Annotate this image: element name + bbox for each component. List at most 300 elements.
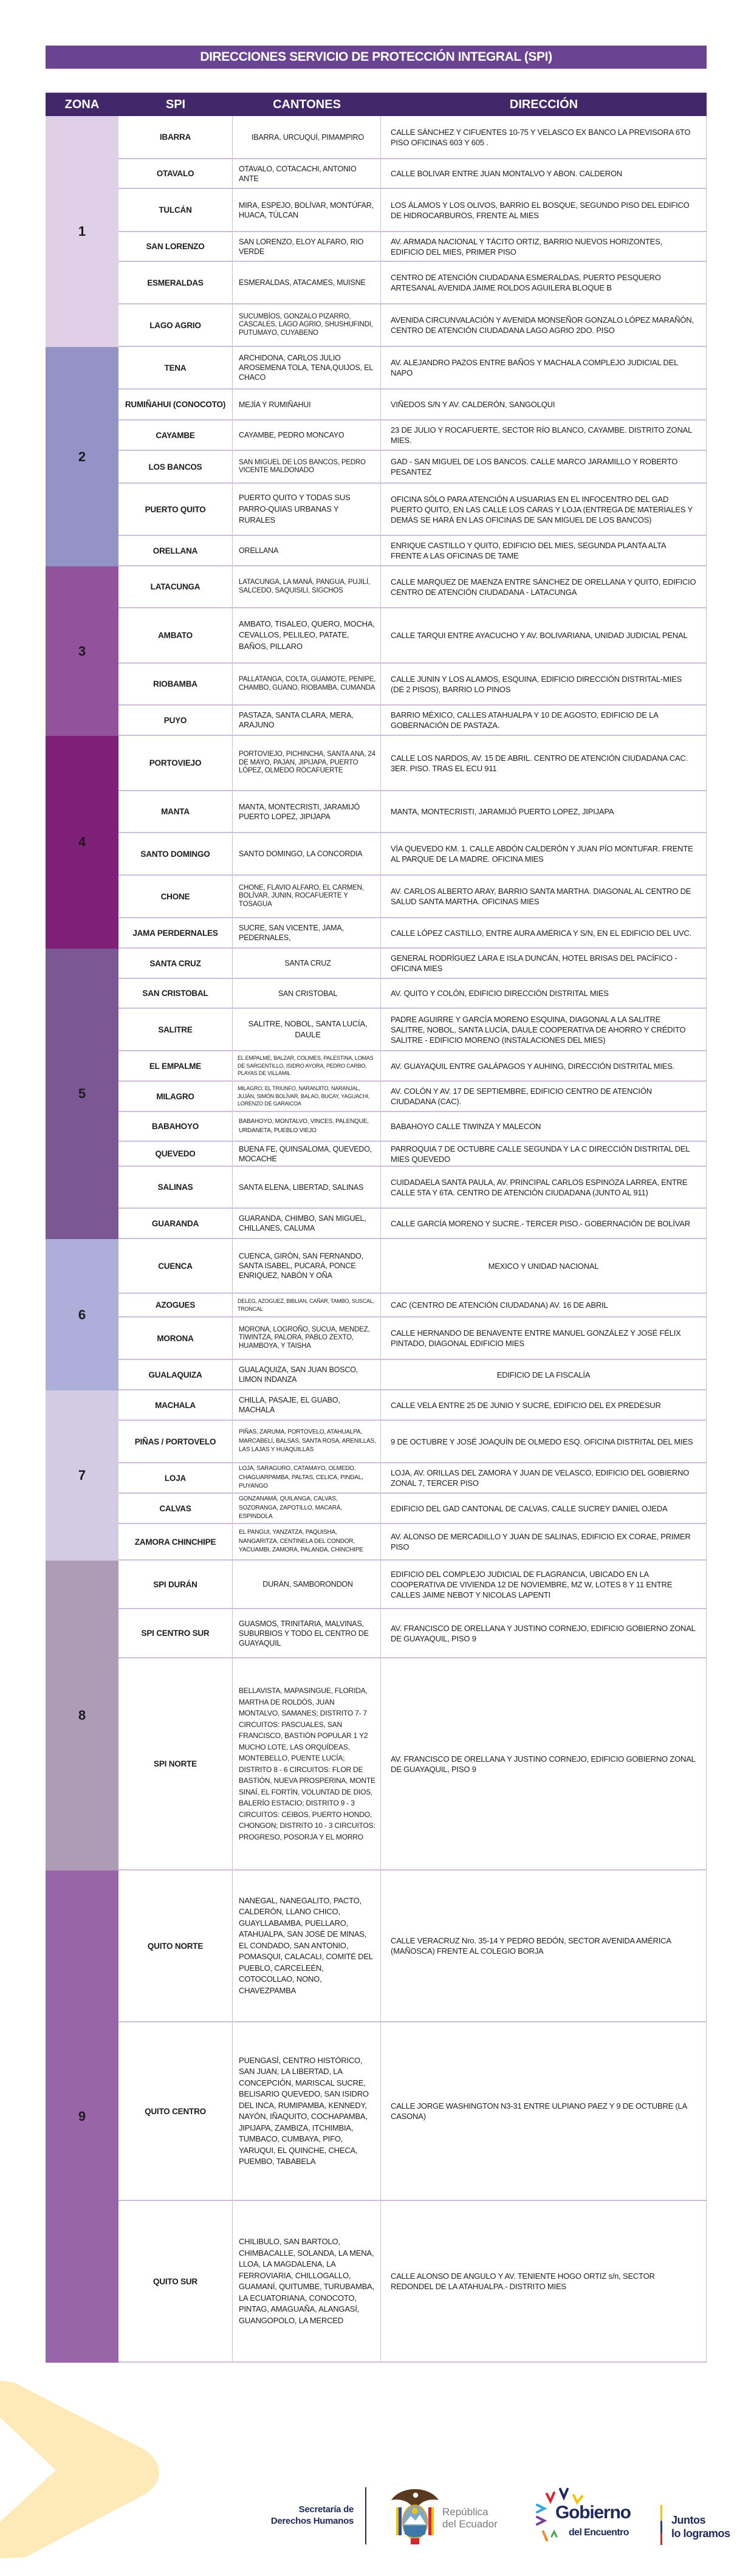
republica-line-1: República <box>442 2506 488 2518</box>
direccion-text: EDIFICIO DEL COMPLEJO JUDICIAL DE FLAGRANCIA, UBICADO EN LA COOPERATIVA DE VIVIENDA 12 DE NOVIEMBRE, MZ W, LOTES 8 Y 11 ENTRE CALLES JAIME NEBOT Y NICOLAS LAPENTI <box>391 1569 673 1599</box>
direccion-text: CALLE HERNANDO DE BENAVENTE ENTRE MANUEL GONZÁLEZ Y JOSÉ FÉLIX PINTADO, DIAGONAL EDIFICIO MIES <box>391 1328 681 1348</box>
direccion-text: GAD - SAN MIGUEL DE LOS BANCOS. CALLE MARCO JARAMILLO Y ROBERTO PESANTEZ <box>391 457 678 476</box>
zone-rows <box>118 949 707 1239</box>
cantones-text: MEJÍA Y RUMIÑAHUI <box>239 400 311 409</box>
cantones-text: GUASMOS, TRINITARIA, MALVINAS, SUBURBIOS Y TODO EL CENTRO DE GUAYAQUIL <box>239 1619 369 1647</box>
cantones-text: SANTA ELENA, LIBERTAD, SALINAS <box>239 1183 364 1192</box>
table-row-zamora-chinchipe <box>118 1524 706 1561</box>
cantones-cell <box>233 1209 381 1238</box>
direccion-cell <box>381 484 706 535</box>
cantones-text: SUCRE, SAN VICENTE, JAMA, PEDERNALES, <box>239 924 344 942</box>
direccion-text: AV. QUITO Y COLÓN, EDIFICIO DIRECCIÓN DISTRITAL MIES <box>391 989 609 998</box>
header-direccion: DIRECCIÓN <box>509 97 578 111</box>
direccion-cell <box>381 1870 706 2021</box>
spi-name: SPI NORTE <box>118 1658 233 1869</box>
direccion-text: CALLE GARCÍA MORENO Y SUCRE.- TERCER PISO.- GOBERNACIÓN DE BOLÍVAR <box>391 1218 690 1228</box>
direccion-cell <box>381 664 706 704</box>
cantones-text: DURÁN, SAMBORONDON <box>262 1580 353 1589</box>
slogan-divider <box>660 2505 662 2545</box>
spi-name: OTAVALO <box>118 159 233 188</box>
table-row-quevedo <box>118 1142 706 1167</box>
zone-rows <box>118 1239 707 1390</box>
direccion-cell <box>381 536 706 565</box>
direccion-text: BARRIO MÉXICO, CALLES ATAHUALPA Y 10 DE AGOSTO, EDIFICIO DE LA GOBERNACIÓN DE PASTAZA. <box>391 710 658 730</box>
cantones-cell <box>233 1112 381 1141</box>
spi-name: IBARRA <box>118 116 233 158</box>
direccion-cell <box>381 116 706 158</box>
direccion-cell <box>381 1239 706 1293</box>
zone-group-5 <box>46 949 707 1239</box>
table-row-san-lorenzo <box>118 232 706 262</box>
table-row-babahoyo <box>118 1112 706 1142</box>
spi-name: SALITRE <box>118 1009 233 1050</box>
cantones-cell <box>233 1421 381 1462</box>
zone-cell: 7 <box>46 1390 118 1561</box>
table-row-otavalo <box>118 159 706 189</box>
direccion-cell <box>381 608 706 662</box>
cantones-cell <box>233 451 381 483</box>
direccion-cell <box>381 706 706 735</box>
cantones-text: AMBATO, TISALEO, QUERO, MOCHA, CEVALLOS, PELILEO, PATATE, BAÑOS, PILLARO <box>239 619 375 651</box>
zone-group-6 <box>46 1239 707 1390</box>
direccion-text: PARROQUIA 7 DE OCTUBRE CALLE SEGUNDA Y LA C DIRECCIÓN DISTRITAL DEL MIES QUEVEDO <box>391 1144 690 1164</box>
spi-name: PORTOVIEJO <box>118 736 233 790</box>
direccion-text: AV. GUAYAQUIL ENTRE GALÁPAGOS Y AUHING, DIRECCIÓN DISTRITAL MIES. <box>391 1061 675 1071</box>
cantones-text: SALITRE, NOBOL, SANTA LUCÍA, DAULE <box>248 1018 368 1039</box>
spi-name: EL EMPALME <box>118 1051 233 1080</box>
zone-rows <box>118 736 707 949</box>
spi-name: MILAGRO <box>118 1082 233 1111</box>
spi-name: BABAHOYO <box>118 1112 233 1141</box>
cantones-text: SANTO DOMINGO, LA CONCORDIA <box>239 850 363 858</box>
table-body <box>46 116 707 2363</box>
zone-group-7 <box>46 1390 707 1561</box>
cantones-text: PUERTO QUITO Y TODAS SUS PARRO-QUIAS URBANAS Y RURALES <box>239 493 351 525</box>
cantones-text: SANTA CRUZ <box>284 959 331 967</box>
cantones-text: NANEGAL, NANEGALITO, PACTO, CALDERÓN, LLANO CHICO, GUAYLLABAMBA, PUELLARO, ATAHUALPA, SAN JOSÉ DE MINAS, EL CONDADO, SAN ANTONIO, POMASQUI, CALACALI, COMITÉ DEL PUEBLO, CARCELEÉN, COTOCOLLAO, NONO, CHAVEZPAMBA <box>239 1895 373 1995</box>
zone-rows <box>118 1390 707 1561</box>
table-row-orellana <box>118 536 706 566</box>
cantones-cell <box>233 1463 381 1492</box>
cantones-cell <box>233 566 381 607</box>
cantones-cell <box>233 421 381 450</box>
cantones-text: PASTAZA, SANTA CLARA, MERA, ARAJUNO <box>239 711 354 729</box>
direccion-text: CALLE JUNIN Y LOS ALAMOS, ESQUINA, EDIFICIO DIRECCIÓN DISTRITAL-MIES (DE 2 PISOS), BARRIO LO PINOS <box>391 674 682 694</box>
spi-name: MANTA <box>118 791 233 832</box>
direccion-text: 23 DE JULIO Y ROCAFUERTE, SECTOR RÍO BLANCO, CAYAMBE. DISTRITO ZONAL MIES. <box>391 425 692 445</box>
direccion-text: ENRIQUE CASTILLO Y QUITO, EDIFICIO DEL MIES, SEGUNDA PLANTA ALTA FRENTE A LAS OFICINAS DE TAME <box>391 541 666 560</box>
direccion-text: AV. CARLOS ALBERTO ARAY, BARRIO SANTA MARTHA. DIAGONAL AL CENTRO DE SALUD SANTA MARTHA. OFICINAS MIES <box>391 887 691 906</box>
direccion-cell <box>381 1609 706 1657</box>
direccion-cell <box>381 833 706 874</box>
zone-cell: 5 <box>46 949 118 1239</box>
direccion-text: MANTA, MONTECRISTI, JARAMIJÓ PUERTO LOPEZ, JIPIJAPA <box>391 807 614 816</box>
spi-name: CHONE <box>118 876 233 917</box>
table-header <box>46 92 707 116</box>
cantones-cell <box>233 1294 381 1316</box>
cantones-text: SAN LORENZO, ELOY ALFARO, RIO VERDE <box>239 237 364 256</box>
cantones-cell <box>233 1609 381 1657</box>
cantones-cell <box>233 304 381 346</box>
direccion-cell <box>381 1390 706 1420</box>
zone-group-3 <box>46 566 707 736</box>
direccion-cell <box>381 421 706 450</box>
cantones-text: CHILLA, PASAJE, EL GUABO, MACHALA <box>239 1396 340 1414</box>
cantones-text: PIÑAS, ZARUMA, PORTOVELO, ATAHUALPA, MARCABELÍ, BALSAS, SANTA ROSA, ARENILLAS, LAS LAJAS Y HUAQUILLAS <box>239 1429 376 1454</box>
spi-name: CAYAMBE <box>118 421 233 450</box>
direccion-cell <box>381 2201 706 2361</box>
direccion-text: AV. ALONSO DE MERCADILLO Y JUAN DE SALINAS, EDIFICIO EX CORAE, PRIMER PISO <box>391 1532 691 1551</box>
cantones-cell <box>233 1561 381 1608</box>
direccion-cell <box>381 1421 706 1462</box>
spi-name: LOJA <box>118 1463 233 1492</box>
direccion-text: PADRE AGUIRRE Y GARCÍA MORENO ESQUINA, DIAGONAL A LA SALITRE SALITRE, NOBOL, SANTA LUCÍA, DAULE COOPERATIVA DE AHORRO Y CRÉDITO SALITRE - EDIFICIO MORENO (INSTALACIONES DEL MIES) <box>391 1014 686 1045</box>
zone-group-1 <box>46 116 707 347</box>
table-row-spi-centro-sur <box>118 1609 706 1658</box>
direccion-text: AV. ARMADA NACIONAL Y TÁCITO ORTIZ, BARRIO NUEVOS HORIZONTES, EDIFICIO DEL MIES, PRIMER PISO <box>391 236 662 256</box>
spi-name: QUITO CENTRO <box>118 2022 233 2200</box>
cantones-text: CAYAMBE, PEDRO MONCAYO <box>239 431 344 439</box>
cantones-cell <box>233 1360 381 1389</box>
direccion-text: CALLE LÓPEZ CASTILLO, ENTRE AURA AMÉRICA Y S/N, EN EL EDIFICIO DEL UVC. <box>391 928 692 938</box>
table-row-machala <box>118 1390 706 1421</box>
header-cantones: CANTONES <box>273 97 341 111</box>
table-row-loja <box>118 1463 706 1494</box>
chevron-decoration-icon <box>0 2370 164 2564</box>
cantones-text: DELEG, AZOGUEZ, BIBLIAN, CAÑAR, TAMBO, SUSCAL, TRONCAL <box>238 1298 375 1312</box>
direccion-text: CUIDADAELA SANTA PAULA, AV. PRINCIPAL CARLOS ESPINOZA LARREA, ENTRE CALLE 5TA Y 6TA. CENTRO DE ATENCIÒN CIUDADANA (JUNTO AL 911) <box>391 1177 688 1197</box>
table-row-latacunga <box>118 566 706 608</box>
direccion-text: CALLE LOS NARDOS, AV. 15 DE ABRIL. CENTRO DE ATENCIÓN CIUDADANA CAC. 3ER. PISO. TRAS EL ECU 911 <box>391 753 688 773</box>
cantones-cell <box>233 1524 381 1559</box>
direccion-text: AV. COLÓN Y AV. 17 DE SEPTIEMBRE, EDIFICIO CENTRO DE ATENCIÓN CIUDADANA (CAC). <box>391 1087 652 1106</box>
secretaria-line-1: Secretaría de <box>298 2504 354 2515</box>
direccion-cell <box>381 1167 706 1207</box>
direccion-text: EDIFICIO DEL GAD CANTONAL DE CALVAS, CALLE SUCREY DANIEL OJEDA <box>391 1503 668 1513</box>
direccion-text: CALLE JORGE WASHINGTON N3-31 ENTRE ULPIANO PAEZ Y 9 DE OCTUBRE (LA CASONA) <box>391 2101 687 2121</box>
direccion-cell <box>381 390 706 419</box>
direccion-cell <box>381 304 706 346</box>
direccion-text: AV. ALEJANDRO PAZOS ENTRE BAÑOS Y MACHALA COMPLEJO JUDICIAL DEL NAPO <box>391 358 678 377</box>
spi-name: ZAMORA CHINCHIPE <box>118 1524 233 1559</box>
cantones-text: MIRA, ESPEJO, BOLÍVAR, MONTÚFAR, HUACA, TÚLCAN <box>239 201 374 219</box>
cantones-cell <box>233 189 381 231</box>
cantones-cell <box>233 232 381 261</box>
cantones-text: LOJA, SARAGURO, CATAMAYO, OLMEDO, CHAGUARPAMBA, PALTAS, CELICA, PINDAL, PUYANGO <box>239 1465 363 1490</box>
direccion-cell <box>381 949 706 978</box>
table-row-guaranda <box>118 1209 706 1239</box>
table-row-puerto-quito <box>118 484 706 536</box>
ecuador-coat-of-arms-icon <box>388 2487 442 2546</box>
cantones-cell <box>233 706 381 735</box>
spi-name: TULCÁN <box>118 189 233 231</box>
spi-name: QUEVEDO <box>118 1142 233 1166</box>
cantones-cell <box>233 791 381 832</box>
direccion-cell <box>381 2022 706 2200</box>
direccion-text: CALLE VELA ENTRE 25 DE JUNIO Y SUCRE, EDIFICIO DEL EX PREDESUR <box>391 1400 661 1410</box>
table-row-manta <box>118 791 706 833</box>
cantones-cell <box>233 736 381 790</box>
table-row-los-bancos <box>118 451 706 484</box>
direccion-cell <box>381 1082 706 1111</box>
direccion-text: CALLE MARQUEZ DE MAENZA ENTRE SÁNCHEZ DE ORELLANA Y QUITO, EDIFICIO CENTRO DE ATENCIÓN CIUDADANA - LATACUNGA <box>391 577 696 597</box>
direccion-cell <box>381 876 706 917</box>
direccion-cell <box>381 1561 706 1608</box>
cantones-text: CUENCA, GIRÓN, SAN FERNANDO, SANTA ISABEL, PUCARÁ, PONCE ENRIQUEZ, NABÓN Y OÑA <box>239 1252 363 1280</box>
cantones-cell <box>233 1317 381 1359</box>
direccion-cell <box>381 159 706 188</box>
spi-name: CALVAS <box>118 1494 233 1523</box>
table-row-gualaquiza <box>118 1360 706 1390</box>
direccion-text: EDIFICIO DE LA FISCALÍA <box>496 1370 591 1379</box>
table-row-quito-sur <box>118 2201 706 2363</box>
cantones-cell <box>233 484 381 535</box>
zone-rows <box>118 1561 707 1870</box>
cantones-cell <box>233 1142 381 1166</box>
spi-name: LOS BANCOS <box>118 451 233 483</box>
spi-name: SPI DURÁN <box>118 1561 233 1608</box>
direccion-text: VIÑEDOS S/N Y AV. CALDERÓN, SANGOLQUI <box>391 400 555 409</box>
direccion-cell <box>381 262 706 303</box>
table-row-azogues <box>118 1294 706 1317</box>
table-row-cayambe <box>118 421 706 451</box>
table-row-ibarra <box>118 116 706 159</box>
cantones-cell <box>233 159 381 188</box>
spi-name: ORELLANA <box>118 536 233 565</box>
direccion-cell <box>381 1658 706 1869</box>
cantones-text: GONZANAMÁ, QUILANGA, CALVAS, SOZORANGA, ZAPOTILLO, MACARÁ, ESPINDOLA <box>239 1496 342 1520</box>
cantones-cell <box>233 1082 381 1111</box>
direccion-text: CALLE ALONSO DE ANGULO Y AV. TENIENTE HOGO ORTIZ s/n, SECTOR REDONDEL DE LA ATAHUALPA.- DISTRITO MIES <box>391 2272 655 2291</box>
cantones-cell <box>233 1051 381 1080</box>
spi-name: SANTA CRUZ <box>118 949 233 978</box>
spi-name: SAN LORENZO <box>118 232 233 261</box>
table-row-tulcan <box>118 189 706 232</box>
table-row-el-empalme <box>118 1051 706 1082</box>
spi-name: ESMERALDAS <box>118 262 233 303</box>
direccion-cell <box>381 1494 706 1523</box>
direccion-text: CALLE SÁNCHEZ Y CIFUENTES 10-75 Y VELASCO EX BANCO LA PREVISORA 6TO PISO OFICINAS 603 Y 605 . <box>391 127 691 147</box>
secretaria-derechos-humanos-logo <box>231 2504 354 2527</box>
cantones-text: IBARRA, URCUQUÍ, PIMAMPIRO <box>251 132 365 142</box>
spi-name: MORONA <box>118 1317 233 1359</box>
cantones-text: OTAVALO, COTACACHI, ANTONIO ANTE <box>239 164 357 183</box>
cantones-cell <box>233 1390 381 1420</box>
cantones-cell <box>233 536 381 565</box>
cantones-text: BUENA FE, QUINSALOMA, QUEVEDO, MOCACHE <box>239 1144 372 1163</box>
table-row-pinas-portovelo <box>118 1421 706 1463</box>
republica-ecuador-logo-text <box>442 2506 498 2530</box>
cantones-cell <box>233 918 381 947</box>
cantones-text: EL EMPALME, BALZAR, COLIMES, PALESTINA, LOMAS DE SARGENTILLO, ISIDRO AYORA, PEDRO CARBO, PLAYAS DE VILLAMIL <box>238 1055 374 1077</box>
table-row-calvas <box>118 1494 706 1524</box>
direccion-text: VÍA QUEVEDO KM. 1. CALLE ABDÓN CALDERÓN Y JUAN PÍO MONTUFAR. FRENTE AL PARQUE DE LA MADRE. OFICINA MIES <box>391 844 693 864</box>
slogan-text <box>671 2513 730 2540</box>
zone-cell: 6 <box>46 1239 118 1390</box>
cantones-cell <box>233 1870 381 2021</box>
direccion-text: LOS ÁLAMOS Y LOS OLIVOS, BARRIO EL BOSQUE, SEGUNDO PISO DEL EDIFICO DE HIDROCARBUROS, FRENTE AL MIES <box>391 200 690 220</box>
cantones-text: PORTOVIEJO, PICHINCHA, SANTA ANA, 24 DE MAYO, PAJAN, JIPIJAPA, PUERTO LÓPEZ, OLMEDO ROCAFUERTE <box>239 750 375 775</box>
spi-name: LATACUNGA <box>118 566 233 607</box>
spi-name: QUITO SUR <box>118 2201 233 2361</box>
zone-rows <box>118 347 707 566</box>
page-title: DIRECCIONES SERVICIO DE PROTECCIÓN INTEGRAL (SPI) <box>46 46 707 69</box>
table-row-spi-norte <box>118 1658 706 1870</box>
cantones-text: EL PANGUI, YANZATZA, PAQUISHA, NANGARITZA, CENTINELA DEL CONDOR, YACUAMBI, ZAMORA, PALANDA, CHINCHIPE <box>239 1529 363 1554</box>
zone-cell: 8 <box>46 1561 118 1870</box>
table-row-chone <box>118 876 706 918</box>
table-row-riobamba <box>118 664 706 706</box>
table-row-san-cristobal <box>118 979 706 1009</box>
direccion-text: CENTRO DE ATENCIÓN CIUDADANA ESMERALDAS, PUERTO PESQUERO ARTESANAL AVENIDA JAIME ROLDOS AGUILERA BLOQUE B <box>391 273 661 292</box>
spi-name: SALINAS <box>118 1167 233 1207</box>
direccion-cell <box>381 1524 706 1559</box>
table-row-spi-duran <box>118 1561 706 1609</box>
cantones-cell <box>233 608 381 662</box>
cantones-cell <box>233 2022 381 2200</box>
spi-name: PUYO <box>118 706 233 735</box>
table-row-ambato <box>118 608 706 664</box>
direccion-cell <box>381 189 706 231</box>
table-row-salinas <box>118 1167 706 1209</box>
direccion-cell <box>381 451 706 483</box>
table-row-tena <box>118 347 706 390</box>
slogan-line-2: lo logramos <box>671 2527 730 2540</box>
direccion-text: LOJA, AV. ORILLAS DEL ZAMORA Y JUAN DE VELASCO, EDIFICIO DEL GOBIERNO ZONAL 7, TERCER PISO <box>391 1468 690 1488</box>
spi-name: RIOBAMBA <box>118 664 233 704</box>
table-row-jama-perdernales <box>118 918 706 949</box>
table-row-portoviejo <box>118 736 706 791</box>
zone-group-2 <box>46 347 707 566</box>
cantones-text: MILAGRO, EL TRIUNFO, NARANJITO, NARANJAL, JUJÁN, SIMÓN BOLÍVAR, BALAO, BUCAY, YAGUACHI, LORENZO DE GARAICOA <box>238 1085 370 1107</box>
table-row-quito-centro <box>118 2022 706 2201</box>
zone-cell: 1 <box>46 116 118 347</box>
cantones-text: LATACUNGA, LA MANÁ, PANGUA, PUJILÍ, SALCEDO, SAQUISILI, SIGCHOS <box>239 579 371 594</box>
logo-divider <box>365 2487 366 2544</box>
direccion-text: CALLE VERACRUZ Nro. 35-14 Y PEDRO BEDÓN, SECTOR AVENIDA AMÉRICA (MAÑOSCA) FRENTE AL COLEGIO BORJA <box>391 1936 671 1956</box>
zone-cell: 2 <box>46 347 118 566</box>
cantones-text: SAN MIGUEL DE LOS BANCOS, PEDRO VICENTE MALDONADO <box>239 458 366 474</box>
spi-name: QUITO NORTE <box>118 1870 233 2021</box>
spi-name: SANTO DOMINGO <box>118 833 233 874</box>
direccion-text: CALLE BOLIVAR ENTRE JUAN MONTALVO Y ABON. CALDERON <box>391 169 623 178</box>
spi-name: RUMIÑAHUI (CONOCOTO) <box>118 390 233 419</box>
cantones-cell <box>233 979 381 1008</box>
direccion-text: GENERAL RODRÍGUEZ LARA E ISLA DUNCÁN, HOTEL BRISAS DEL PACÍFICO - OFICINA MIES <box>391 953 677 973</box>
direccion-cell <box>381 566 706 607</box>
direccion-cell <box>381 791 706 832</box>
table-row-quito-norte <box>118 1870 706 2022</box>
direccion-cell <box>381 1112 706 1141</box>
zone-cell: 3 <box>46 566 118 736</box>
cantones-cell <box>233 1167 381 1207</box>
spi-name: TENA <box>118 347 233 388</box>
spi-name: LAGO AGRIO <box>118 304 233 346</box>
direccion-cell <box>381 1051 706 1080</box>
spi-name: PUERTO QUITO <box>118 484 233 535</box>
cantones-cell <box>233 116 381 158</box>
zone-rows <box>118 1870 707 2363</box>
cantones-cell <box>233 1494 381 1523</box>
direccion-cell <box>381 1294 706 1316</box>
direccion-text: CAC (CENTRO DE ATENCIÓN CIUDADANA) AV. 16 DE ABRIL <box>391 1300 608 1310</box>
cantones-cell <box>233 1239 381 1293</box>
direccion-text: BABAHOYO CALLE TIWINZA Y MALECON <box>391 1122 541 1131</box>
header-spi: SPI <box>165 97 186 111</box>
table-row-santo-domingo <box>118 833 706 876</box>
table-row-esmeraldas <box>118 262 706 304</box>
direccion-text: 9 DE OCTUBRE Y JOSÉ JOAQUÍN DE OLMEDO ESQ. OFICINA DISTRITAL DEL MIES <box>391 1437 693 1446</box>
spi-name: MACHALA <box>118 1390 233 1420</box>
direccion-cell <box>381 1360 706 1389</box>
zone-group-9 <box>46 1870 707 2363</box>
spi-name: SPI CENTRO SUR <box>118 1609 233 1657</box>
table-row-cuenca <box>118 1239 706 1294</box>
spi-name: AZOGUES <box>118 1294 233 1316</box>
cantones-text: GUARANDA, CHIMBO, SAN MIGUEL, CHILLANES, CALUMA <box>239 1214 366 1232</box>
zone-group-4 <box>46 736 707 949</box>
republica-line-2: del Ecuador <box>442 2518 498 2530</box>
cantones-cell <box>233 664 381 704</box>
cantones-text: SUCUMBÍOS, GONZALO PIZARRO, CASCALES, LAGO AGRIO, SHUSHUFINDI, PUTUMAYO, CUYABENO <box>239 312 373 337</box>
cantones-text: SAN CRISTOBAL <box>278 989 338 998</box>
cantones-text: CHONE, FLAVIO ALFARO, EL CARMEN, BOLÍVAR, JUNIN, ROCAFUERTE Y TOSAGUA <box>239 884 364 908</box>
spi-name: AMBATO <box>118 608 233 662</box>
cantones-text: BELLAVISTA, MAPASINGUE, FLORIDA, MARTHA DE ROLDÓS, JUAN MONTALVO, SAMANES; DISTRITO 7- 7 CIRCUITOS: PASCUALES, SAN FRANCISCO, BASTIÓN POPULAR 1 Y2 MUCHO LOTE, LAS ORQUÍDEAS, MONTEBELLO, PUENTE LUCÍA; DISTRITO 8 - 6 CIRCUITOS: FLOR DE BASTIÓN, NUEVA PROSPERINA, MONTE SINAÍ, EL FORTÍN, VOLUNTAD DE DIOS, BALERÍO ESTACIO; DISTRITO 9 - 3 CIRCUITOS: CEIBOS, PUERTO HONDO, CHONGON; DISTRITO 10 - 3 CIRCUITOS: PROGRESO, POSORJA Y EL MORRO <box>239 1686 375 1841</box>
table-row-milagro <box>118 1082 706 1112</box>
cantones-cell <box>233 347 381 388</box>
direccion-text: CALLE TARQUI ENTRE AYACUCHO Y AV. BOLIVARIANA, UNIDAD JUDICIAL PENAL <box>391 631 688 640</box>
cantones-cell <box>233 876 381 917</box>
table-row-lago-agrio <box>118 304 706 347</box>
spi-name: PIÑAS / PORTOVELO <box>118 1421 233 1462</box>
direccion-text: OFICINA SÓLO PARA ATENCIÓN A USUARIAS EN EL INFOCENTRO DEL GAD PUERTO QUITO, EN LAS CALLE LOS CARAS Y LOJA (ENTREGA DE MATERIALES Y DEMÁS SE HARÁ EN LAS OFICINAS DE SAN MIGUEL DE LOS BANCOS) <box>391 494 693 524</box>
spi-name: GUARANDA <box>118 1209 233 1238</box>
table-row-ruminahui-conocoto <box>118 390 706 421</box>
direccion-cell <box>381 979 706 1008</box>
direccion-cell <box>381 347 706 388</box>
spi-name: JAMA PERDERNALES <box>118 918 233 947</box>
zone-cell: 9 <box>46 1870 118 2363</box>
cantones-cell <box>233 262 381 303</box>
cantones-text: BABAHOYO, MONTALVO, VINCES, PALENQUE, URDANETA, PUEBLO VIEJO <box>239 1118 369 1134</box>
zone-rows <box>118 116 707 347</box>
cantones-text: CHILIBULO, SAN BARTOLO, CHIMBACALLE, SOLANDA, LA MENA, LLOA, LA MAGDALENA, LA FERROVIARIA, CHILLOGALLO, GUAMANÍ, QUITUMBE, TURUBAMBA, LA ECUATORIANA, CONOCOTO, PINTAG, AMAGUAÑA, ALANGASÍ, GUANGOPOLO, LA MERCED <box>239 2237 374 2325</box>
cantones-text: PUENGASÍ, CENTRO HISTÓRICO, SAN JUAN, LA LIBERTAD, LA CONCEPCIÓN, MARISCAL SUCRE, BELISARIO QUEVEDO, SAN ISIDRO DEL INCA, RUMIPAMBA, KENNEDY, NAYÓN, IÑAQUITO, COCHAPAMBA, JIPIJAPA, ZAMBIZA, ITCHIMBIA, TUMBACO, CUMBAYA, PIFO, YARUQUI, EL QUINCHE, CHECA, PUEMBO, TABABELA <box>239 2055 369 2166</box>
direccion-cell <box>381 232 706 261</box>
direccion-text: AVENIDA CIRCUNVALACIÓN Y AVENIDA MONSEÑOR GONZALO LÓPEZ MARAÑÓN, CENTRO DE ATENCIÓN CIUDADANA LAGO AGRIO 2DO. PISO <box>391 315 694 335</box>
table-row-salitre <box>118 1009 706 1051</box>
table-row-santa-cruz <box>118 949 706 979</box>
zone-cell: 4 <box>46 736 118 949</box>
direccion-text: MEXICO Y UNIDAD NACIONAL <box>488 1261 599 1271</box>
direccion-cell <box>381 1009 706 1050</box>
direccion-cell <box>381 1463 706 1492</box>
spi-name: CUENCA <box>118 1239 233 1293</box>
spi-name: SAN CRISTOBAL <box>118 979 233 1008</box>
direccion-cell <box>381 1317 706 1359</box>
direccion-text: AV. FRANCISCO DE ORELLANA Y JUSTINO CORNEJO, EDIFICIO GOBIERNO ZONAL DE GUAYAQUIL, PISO 9 <box>391 1754 696 1774</box>
zone-group-8 <box>46 1561 707 1870</box>
table-row-puyo <box>118 706 706 736</box>
direccion-cell <box>381 1142 706 1166</box>
cantones-text: ESMERALDAS, ATACAMES, MUISNE <box>239 278 366 287</box>
cantones-text: GUALAQUIZA, SAN JUAN BOSCO, LIMON INDANZA <box>239 1365 358 1384</box>
direccion-text: AV. FRANCISCO DE ORELLANA Y JUSTINO CORNEJO, EDIFICIO GOBIERNO ZONAL DE GUAYAQUIL, PISO 9 <box>391 1623 696 1643</box>
cantones-text: MORONA, LOGROÑO, SUCUA, MENDEZ, TIWINTZA, PALORA, PABLO ZEXTO, HUAMBOYA, Y TAISHA <box>239 1325 370 1350</box>
direccion-cell <box>381 736 706 790</box>
header-zona: ZONA <box>64 97 100 111</box>
